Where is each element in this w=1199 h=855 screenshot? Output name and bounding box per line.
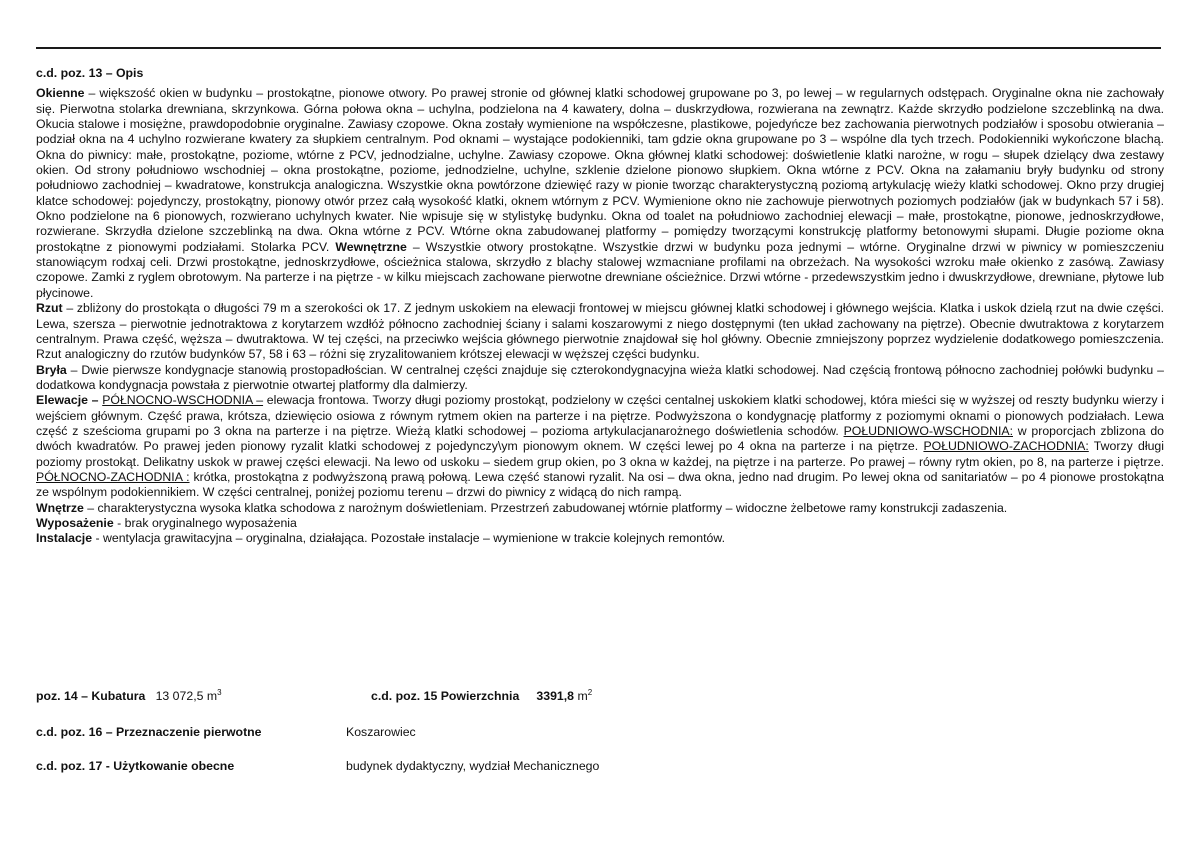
text-north-east: elewacja frontowa. Tworzy długi poziomy prostokąt, podzielony w części centalnej uskokiem klatki schodowej, która mieści się w wyższej od reszty budynku wierzy i wejściem głównym. Część prawa, krótsza, dziewięcio osiowa z równym rytmem okien na parterze i na piętrze. Podwyższona o kondygnację platformy z poziomymi oknami o pionowych podziałach. Lewa część z sześcioma grupami po 3 okna na parterze i na piętrze. Wieżą klatki schodowej – pozioma artykulacjanarożnego doświetlenia schodów. bbox=[36, 393, 1165, 438]
unit-exponent-powierzchnia: 2 bbox=[587, 687, 593, 697]
text-rzut: – zbliżony do prostokąta o długości 79 m a szerokości ok 17. Z jednym uskokiem na elewacji frontowej w miejscu głównej klatki schodowej i głównego wejścia. Klatka i uskok dzielą rzut na dwie części. Lewa, szersza – pierwotnie jednotraktowa z korytarzem wzdłóż północno zachodniej ściany i salami koszarowymi z niego dostępnymi (ten układ zachowany na piętrze). Obecnie dwutraktowa z korytarzem centralnym. Prawa część, węższa – dwutraktowa. W tej części, na przeciwko wejścia głównego pierwotnie znajdował się hol główny. Obecnie zmniejszony poprzez wydzielenie dodatkowego pomieszczenia. Rzut analogiczny do rzutów budynków 57, 58 i 63 – różni się zryzalitowaniem krótszej elewacji w węższej części budynku. bbox=[36, 301, 1164, 362]
label-wewnetrzne: Wewnętrzne bbox=[335, 239, 407, 254]
text-bryla: – Dwie pierwsze kondygnacje stanowią prostopadłościan. W centralnej części znajduje się czterokondygnacyjna wieża klatki schodowej. Nad częścią frontową północno zachodniej połówki budynku – dodatkowa kondygnacja powstała z pierwotnie otwartej platformy dla dalmierzy. bbox=[36, 362, 1164, 392]
unit-exponent-kubatura: 3 bbox=[217, 687, 222, 697]
paragraph-elewacje bbox=[36, 393, 1164, 500]
field-kubatura bbox=[36, 689, 222, 704]
paragraph-okienne bbox=[36, 86, 1164, 301]
paragraph-instalacje bbox=[36, 531, 1164, 546]
unit-powierzchnia: m bbox=[577, 689, 588, 703]
text-north-west: krótka, prostokątna z podwyższoną prawą połową. Lewa część stanowi ryzalit. Na osi – dwa okna, jedno nad drugim. Po lewej okna od sanitariatów – po 4 pionowe prostokątna ze wspólnym podokiennikiem. W części centralnej, poniżej poziomu terenu – drzwi do piwnicy z widącą do nich rampą. bbox=[36, 469, 1164, 500]
top-rule bbox=[36, 47, 1161, 49]
label-south-west: POŁUDNIOWO-ZACHODNIA: bbox=[923, 439, 1089, 454]
value-uzytkowanie: budynek dydaktyczny, wydział Mechanicznego bbox=[346, 759, 600, 773]
text-wnetrze: – charakterystyczna wysoka klatka schodowa z narożnym doświetleniam. Przestrzeń zabudowanej wtórnie platformy – widoczne żelbetowe ramy konstrukcji zadaszenia. bbox=[83, 500, 1008, 515]
text-wyposazenie: - brak oryginalnego wyposażenia bbox=[113, 515, 297, 530]
text-wewnetrzne: – Wszystkie otwory prostokątne. Wszystkie drzwi w budynku poza jednymi – wtórne. Oryginalne drzwi w piwnicy w pomieszczeniu stanowiącym rodxaj celi. Drzwi prostokątne, jednoskrzydłowe, ościeżnica stalowa, skrzydło z blachy stalowej wzmacniane profilami na obrzeżach. Na wysokości wzroku małe okienko z zasówą. Zawiasy czopowe. Zamki z ryglem obrotowym. Na parterze i na piętrze - w kilku miejscach zachowane pierwotne drewniane ościeżnice. Drzwi wtórne - przedewszystkim jedno i dwuskrzydłowe, drewniane, płytowe lub płycinowe. bbox=[36, 239, 1164, 300]
label-wnetrze: Wnętrze bbox=[36, 500, 84, 515]
label-north-west: PÓŁNOCNO-ZACHODNIA : bbox=[36, 469, 190, 484]
paragraph-rzut bbox=[36, 301, 1164, 362]
label-instalacje: Instalacje bbox=[36, 531, 93, 546]
label-north-east: PÓŁNOCNO-WSCHODNIA – bbox=[102, 393, 264, 408]
text-south-west: Tworzy długi poziomy prostokąt. Delikatny uskok w prawej części elewacji. Na lewo od uskoku – siedem grup okien, po 3 okna w każdej, na piętrze i na parterze. Po prawej – równy rytm okien, po 8, na parterze i piętrze. bbox=[36, 439, 1164, 469]
paragraph-bryla bbox=[36, 363, 1164, 394]
value-powierzchnia: 3391,8 bbox=[536, 689, 575, 703]
text-south-east: w proporcjach zblizona do dwóch kwadratów. Po prawej jeden pionowy ryzalit klatki schodowej z pojedynczy\ym pionowym oknem. W części lewej po 4 okna na parterze i na piętrze. bbox=[36, 423, 1164, 454]
description-section bbox=[36, 66, 1164, 547]
label-uzytkowanie: c.d. poz. 17 - Użytkowanie obecne bbox=[36, 759, 235, 773]
label-elewacje: Elewacje – bbox=[36, 393, 99, 408]
field-powierzchnia bbox=[371, 689, 592, 704]
label-rzut: Rzut bbox=[36, 301, 63, 316]
value-kubatura: 13 072,5 m bbox=[155, 689, 218, 703]
paragraph-wyposazenie bbox=[36, 516, 1164, 531]
label-bryla: Bryła bbox=[36, 362, 67, 377]
section-heading: c.d. poz. 13 – Opis bbox=[36, 66, 144, 80]
label-przeznaczenie: c.d. poz. 16 – Przeznaczenie pierwotne bbox=[36, 725, 262, 739]
label-south-east: POŁUDNIOWO-WSCHODNIA: bbox=[843, 423, 1013, 438]
label-wyposazenie: Wyposażenie bbox=[36, 515, 114, 530]
value-przeznaczenie: Koszarowiec bbox=[346, 725, 416, 739]
label-okienne: Okienne bbox=[36, 86, 85, 101]
text-instalacje: - wentylacja grawitacyjna – oryginalna, działająca. Pozostałe instalacje – wymienione w trakcie kolejnych remontów. bbox=[92, 531, 725, 546]
paragraph-wnetrze bbox=[36, 501, 1164, 516]
label-powierzchnia: c.d. poz. 15 Powierzchnia bbox=[371, 689, 520, 703]
label-kubatura: poz. 14 – Kubatura bbox=[36, 689, 146, 703]
text-okienne: – większość okien w budynku – prostokątne, pionowe otwory. Po prawej stronie od głównej klatki schodowej grupowane po 3, po lewej – w regularnych odstępach. Oryginalne okna nie zachowały się. Pierwotna stolarka drewniana, skrzynkowa. Górna połowa okna – uchylna, podzielona na 4 kawatery, dolna – duskrzydłowa, rozwierana na zewnątrz. Każde skrzydło podzielone szczeblinką na dwa. Okucia stalowe i mosiężne, prawdopodobnie oryginalne. Zawiasy czopowe. Okna zostały wymienione na współczesne, plastikowe, pojedyńcze bez zachowania pierwotnych podziałów i sposobu otwierania – podział okna na 4 uchylno rozwierane kwatery za słupkiem centralnym. Pod oknami – wystające podokienniki, tam gdzie okna grupowane po 3 – wspólne dla tych trzech. Podokienniki wykończone blachą. Okna do piwnicy: małe, prostokątne, poziome, wtórne z PCV, jednodzialne, uchylne. Zawiasy czopowe. Okna głównej klatki schodowej: doświetlenie klatki narożne, w rogu – słupek dzielący dwa zestawy okien. Od strony południowo wschodniej – okna prostokątne, poziome, jednodzielne, uchylne, szklenie dzielone pionowo słupkiem. Okna wtórne z PCV. Okna na załamaniu bryły budynku od strony południowo zachodniej – kwadratowe, konstrukcja analogiczna. Wszystkie okna powtórzone dziewięć razy w pionie tworząc charakterystyczną poziomą artykulację wieży klatki schodowej. Okno przy drugiej klatce schodowej: pojedynczy, prostokątny, pionowy otwór przez całą wysokość klatki, oknem wtórnym z PCV. Wymienione okno nie zachowuje pierwotnych poziomych podziałów (jak w budynkach 57 i 58). Okno podzielone na 6 pionowych, rozwierano uchylnych kwater. Nie wpisuje się w stylistykę budynku. Okna od toalet na południowo zachodniej elewacji – małe, prostokątne, pionowe, jednoskrzydłowe, rozwierane. Skrzydła dzielone szczeblinką na dwa. Okna wtórne z PCV. Wtórne okna zabudowanej platformy – pomiędzy tworzącymi konstrukcję platformy betonowymi słupami. Długie poziome okna prostokątne z pionowymi podziałami. Stolarka PCV. bbox=[36, 86, 1164, 254]
